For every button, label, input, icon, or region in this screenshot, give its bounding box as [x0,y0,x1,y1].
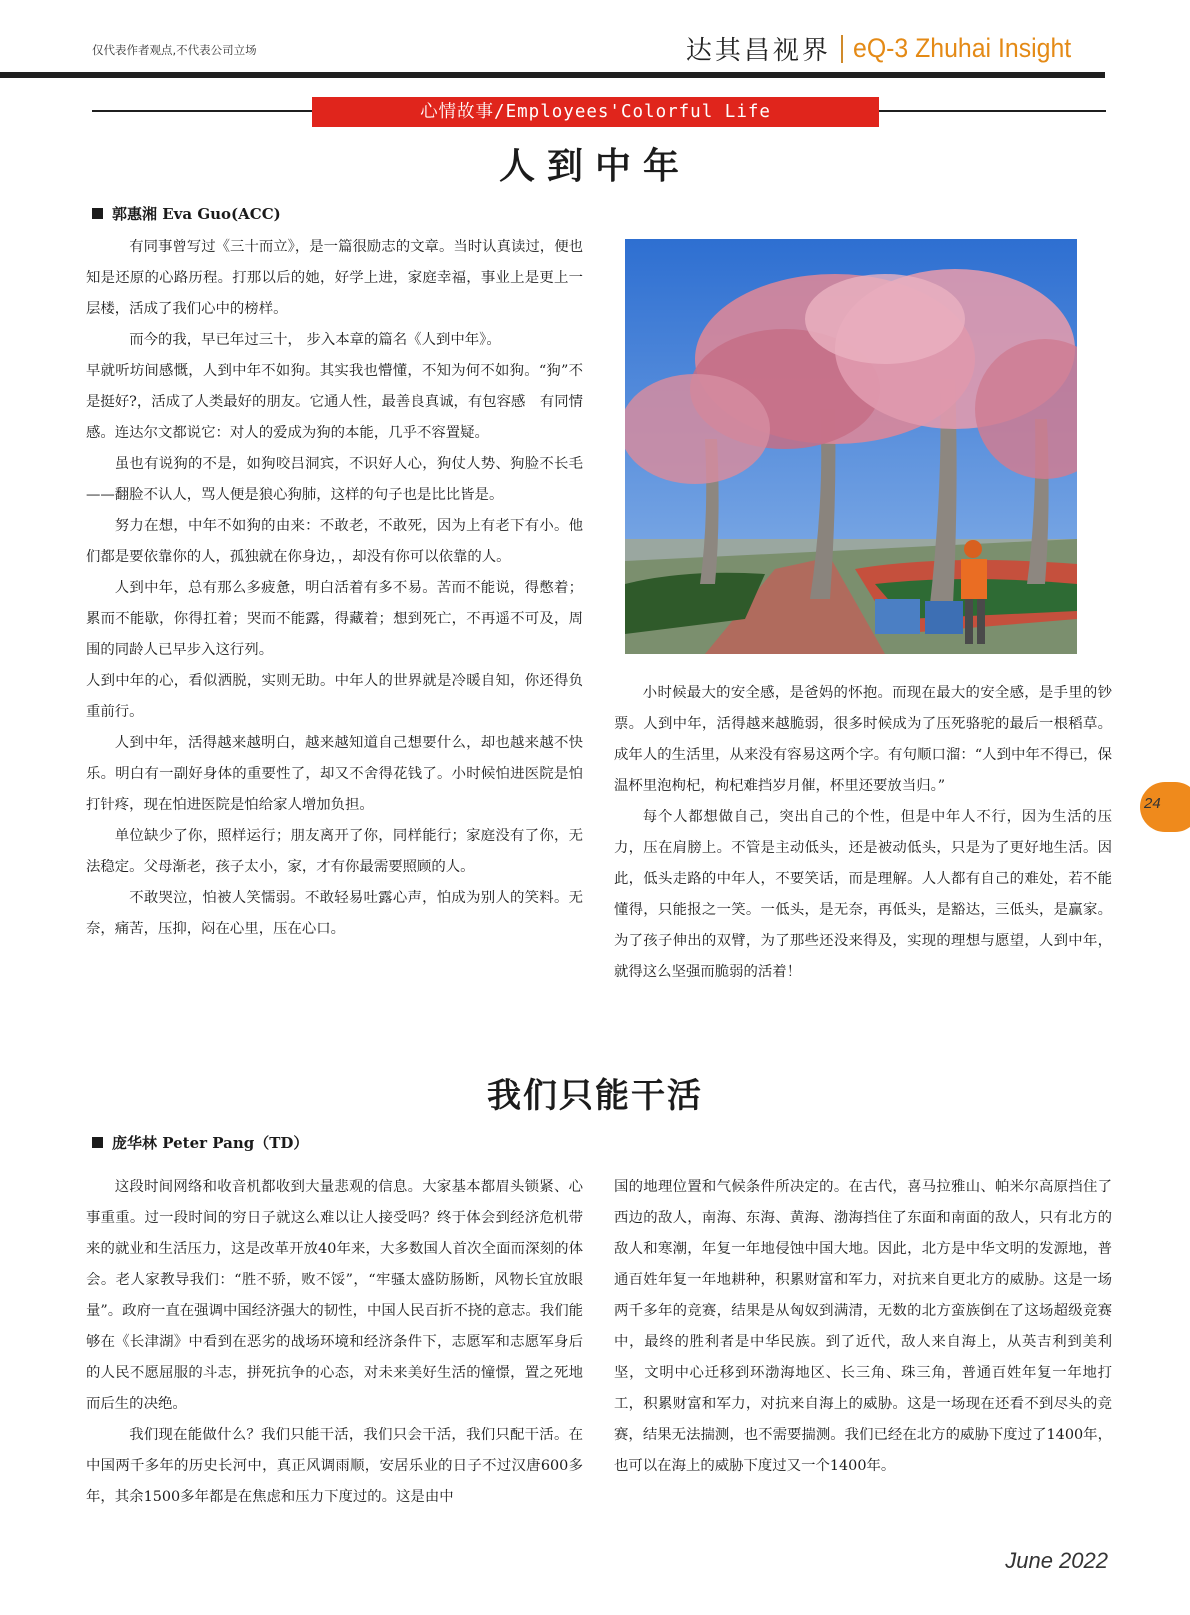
paragraph: 不敢哭泣，怕被人笑懦弱。不敢轻易吐露心声，怕成为别人的笑料。无奈，痛苦，压抑，闷在心里，压在心口。 [86,890,583,937]
paragraph: 早就听坊间感慨，人到中年不如狗。其实我也懵懂，不知为何不如狗。“狗”不是挺好?，活成了人类最好的朋友。它通人性，最善良真诚，有包容感 有同情感。连达尔文都说它：对人的爱成为狗的本能，几乎不容置疑。 [86,363,583,441]
paragraph: 努力在想，中年不如狗的由来：不敢老，不敢死，因为上有老下有小。他们都是要依靠你的人，孤独就在你身边，，却没有你可以依靠的人。 [86,518,583,565]
byline-square-icon [92,208,103,219]
article1-byline [92,203,281,224]
paragraph: 单位缺少了你，照样运行；朋友离开了你，同样能行；家庭没有了你，无法稳定。父母渐老，孩子太小，家，才有你最需要照顾的人。 [86,828,583,875]
article2-left-column [86,1172,583,1513]
article1-right-column [614,678,1112,988]
paragraph: 虽也有说狗的不是，如狗咬吕洞宾，不识好人心，狗仗人势、狗脸不长毛——翻脸不认人，骂人便是狼心狗肺，这样的句子也是比比皆是。 [86,456,583,503]
brand-english: eQ-3 Zhuhai Insight [852,33,1072,63]
paragraph: 有同事曾写过《三十而立》，是一篇很励志的文章。当时认真读过，便也知是还原的心路历程。打那以后的她，好学上进，家庭幸福，事业上是更上一层楼，活成了我们心中的榜样。 [86,239,583,317]
issue-date: June 2022 [1005,1548,1108,1573]
header-brand [686,30,1090,67]
brand-separator [841,35,843,63]
article2-title: 我们只能干活 [487,1076,703,1116]
paragraph: 小时候最大的安全感，是爸妈的怀抱。而现在最大的安全感，是手里的钞票。人到中年，活得越来越脆弱，很多时候成为了压死骆驼的最后一根稻草。成年人的生活里，从来没有容易这两个字。有句顺口溜：“人到中年不得已，保温杯里泡枸杞，枸杞难挡岁月催，杯里还要放当归。” [614,685,1112,794]
byline-square-icon [92,1137,103,1148]
page-number: 24 [1144,795,1161,812]
brand-chinese: 达其昌视界 [685,36,831,66]
top-rule [0,72,1105,78]
article1-photo [625,239,1077,654]
section-banner: 心情故事/Employees'Colorful Life [312,97,879,127]
paragraph: 人到中年的心，看似洒脱，实则无助。中年人的世界就是冷暖自知，你还得负重前行。 [86,673,583,720]
paragraph: 人到中年，活得越来越明白，越来越知道自己想要什么，却也越来越不快乐。明白有一副好身体的重要性了，却又不舍得花钱了。小时候怕进医院是怕打针疼，现在怕进医院是怕给家人增加负担。 [86,735,583,813]
paragraph: 人到中年，总有那么多疲惫，明白活着有多不易。苦而不能说，得憋着；累而不能歇，你得扛着；哭而不能露，得藏着；想到死亡，不再遥不可及，周围的同龄人已早步入这行列。 [86,580,583,658]
paragraph: 这段时间网络和收音机都收到大量悲观的信息。大家基本都眉头锁紧、心事重重。过一段时间的穷日子就这么难以让人接受吗？终于体会到经济危机带来的就业和生活压力，这是改革开放40年来，大多数国人首次全面而深刻的体会。老人家教导我们：“胜不骄，败不馁”，“牢骚太盛防肠断，风物长宜放眼量”。政府一直在强调中国经济强大的韧性，中国人民百折不挠的意志。我们能够在《长津湖》中看到在恶劣的战场环境和经济条件下，志愿军和志愿军身后的人民不愿屈服的斗志，拼死抗争的心态，对未来美好生活的憧憬，置之死地而后生的决绝。 [86,1179,583,1412]
article2-right-column [614,1172,1112,1482]
paragraph: 每个人都想做自己，突出自己的个性，但是中年人不行，因为生活的压力，压在肩膀上。不管是主动低头，还是被动低头，只是为了更好地生活。因此，低头走路的中年人，不要笑话，而是理解。人人都有自己的难处，若不能懂得，只能报之一笑。一低头，是无奈，再低头，是豁达，三低头，是赢家。为了孩子伸出的双臂，为了那些还没来得及，实现的理想与愿望，人到中年，就得这么坚强而脆弱的活着！ [614,809,1112,980]
paragraph: 我们现在能做什么？我们只能干活，我们只会干活，我们只配干活。在中国两千多年的历史长河中，真正风调雨顺，安居乐业的日子不过汉唐600多年，其余1500多年都是在焦虑和压力下度过的。这是由中 [86,1427,583,1505]
header-disclaimer: 仅代表作者观点,不代表公司立场 [92,43,257,57]
article1-left-column [86,232,583,945]
paragraph: 而今的我，早已年过三十， 步入本章的篇名《人到中年》。 [129,332,501,348]
article2-byline [92,1132,308,1153]
article2-author: 庞华林 Peter Pang（TD） [112,1134,309,1152]
paragraph: 国的地理位置和气候条件所决定的。在古代，喜马拉雅山、帕米尔高原挡住了西边的敌人，南海、东海、黄海、渤海挡住了东面和南面的敌人，只有北方的敌人和寒潮，年复一年地侵蚀中国大地。因此，北方是中华文明的发源地，普通百姓年复一年地耕种，积累财富和军力，对抗来自更北方的威胁。这是一场两千多年的竞赛，结果是从匈奴到满清，无数的北方蛮族倒在了这场超级竞赛中，最终的胜利者是中华民族。到了近代，敌人来自海上，从英吉利到美利坚，文明中心迁移到环渤海地区、长三角、珠三角，普通百姓年复一年地打工，积累财富和军力，对抗来自海上的威胁。这是一场现在还看不到尽头的竞赛，结果无法揣测，也不需要揣测。我们已经在北方的威胁下度过了1400年，也可以在海上的威胁下度过又一个1400年。 [614,1179,1112,1474]
article1-title: 人到中年 [498,145,691,187]
article1-author: 郭惠湘 Eva Guo(ACC) [112,205,281,223]
